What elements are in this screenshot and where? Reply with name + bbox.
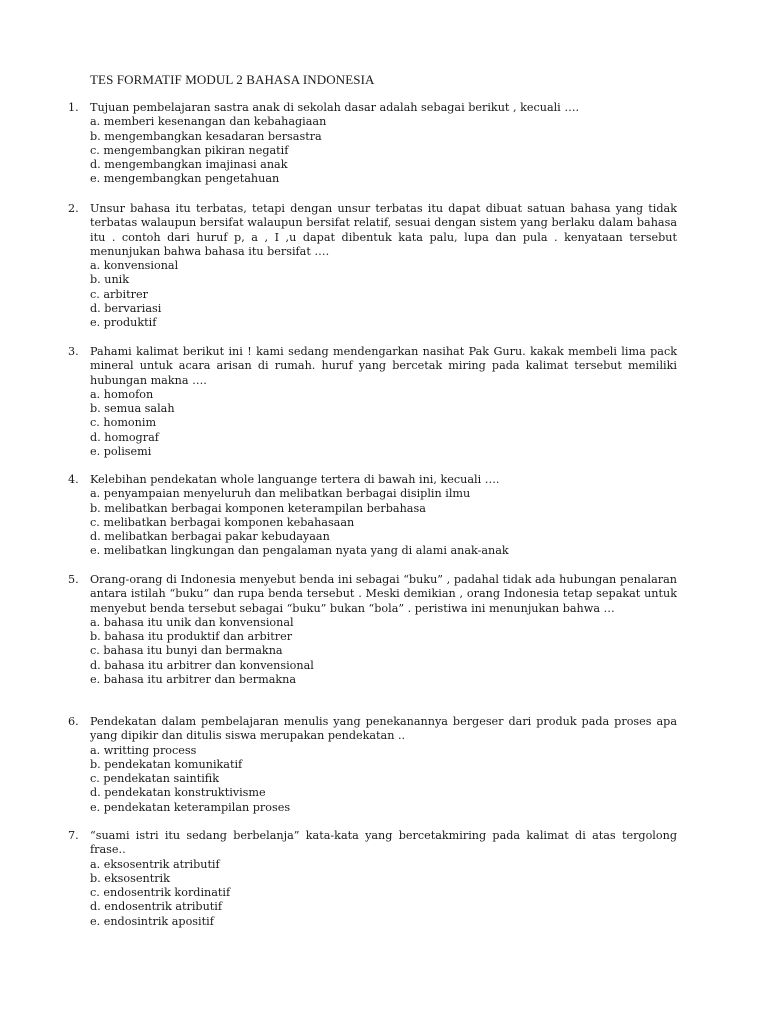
option-e: e. endosintrik apositif [90,914,214,928]
option-b: b. unik [90,273,130,287]
option-d: d. endosentrik atributif [90,900,222,914]
question-number: 7. [68,829,79,842]
option-d: d. homograf [90,430,159,444]
question-7 [68,829,677,929]
option-a: a. memberi kesenangan dan kebahagiaan [90,115,327,129]
option-c: c. melibatkan berbagai komponen kebahasaan [90,515,355,529]
question-number: 3. [68,345,79,358]
question-text: Kelebihan pendekatan whole languange tertera di bawah ini, kecuali …. [90,473,500,486]
option-e: e. produktif [90,316,157,330]
option-e: e. pendekatan keterampilan proses [90,800,291,814]
option-a: a. penyampaian menyeluruh dan melibatkan berbagai disiplin ilmu [90,487,471,501]
option-d: d. pendekatan konstruktivisme [90,786,266,800]
option-c: c. mengembangkan pikiran negatif [90,143,289,157]
option-c: c. arbitrer [90,287,148,301]
option-a: a. homofon [90,387,154,401]
question-5 [68,573,677,687]
question-number: 2. [68,202,79,215]
question-number: 6. [68,715,79,728]
option-a: a. konvensional [90,259,179,273]
question-number: 1. [68,101,79,114]
option-e: e. bahasa itu arbitrer dan bermakna [90,673,297,687]
option-d: d. bahasa itu arbitrer dan konvensional [90,658,314,672]
question-text: Tujuan pembelajaran sastra anak di sekolah dasar adalah sebagai berikut , kecuali …. [90,101,580,114]
question-text: “suami istri itu sedang berbelanja” kata-kata yang bercetakmiring pada kalimat di atas tergolong frase.. [90,829,677,857]
option-a: a. eksosentrik atributif [90,857,220,871]
option-d: d. bervariasi [90,302,162,316]
option-a: a. bahasa itu unik dan konvensional [90,615,294,629]
option-c: c. bahasa itu bunyi dan bermakna [90,644,283,658]
option-b: b. bahasa itu produktif dan arbitrer [90,630,293,644]
question-3 [68,345,677,459]
question-number: 4. [68,473,79,486]
option-e: e. melibatkan lingkungan dan pengalaman nyata yang di alami anak-anak [90,544,509,558]
question-6 [68,715,677,815]
option-e: e. mengembangkan pengetahuan [90,172,280,186]
option-b: b. eksosentrik [90,871,170,885]
question-1 [68,101,677,187]
page-title: TES FORMATIF MODUL 2 BAHASA INDONESIA [90,72,375,87]
question-2 [68,202,677,331]
question-text: Orang-orang di Indonesia menyebut benda ini sebagai “buku” , padahal tidak ada hubungan penalaran antara istilah “buku” dan rupa benda tersebut . Meski demikian , orang Indonesia tetap sepakat untuk menyebut benda tersebut sebagai “buku” bukan “bola” . peristiwa ini menunjukan bahwa … [90,573,677,615]
question-text: Pendekatan dalam pembelajaran menulis yang penekanannya bergeser dari produk pada proses apa yang dipikir dan ditulis siswa merupakan pendekatan .. [90,715,677,743]
option-c: c. homonim [90,416,157,430]
option-a: a. writting process [90,743,197,757]
question-text: Pahami kalimat berikut ini ! kami sedang mendengarkan nasihat Pak Guru. kakak membeli lima pack mineral untuk acara arisan di rumah. huruf yang bercetak miring pada kalimat tersebut memiliki hubungan makna …. [90,345,677,387]
option-b: b. semua salah [90,402,175,416]
question-text: Unsur bahasa itu terbatas, tetapi dengan unsur terbatas itu dapat dibuat satuan bahasa yang tidak terbatas walaupun bersifat walaupun bersifat relatif, sesuai dengan sistem yang berlaku dalam bahasa itu . contoh dari huruf p, a , I ,u dapat dibentuk kata palu, lupa dan pula . kenyataan tersebut menunjukan bahwa bahasa itu bersifat …. [90,202,677,258]
option-c: c. endosentrik kordinatif [90,886,231,900]
option-b: b. mengembangkan kesadaran bersastra [90,129,322,143]
option-c: c. pendekatan saintifik [90,772,220,786]
question-4 [68,473,677,559]
option-d: d. melibatkan berbagai pakar kebudayaan [90,530,330,544]
option-d: d. mengembangkan imajinasi anak [90,158,288,172]
option-b: b. melibatkan berbagai komponen keterampilan berbahasa [90,501,426,515]
question-number: 5. [68,573,79,586]
option-e: e. polisemi [90,445,152,459]
option-b: b. pendekatan komunikatif [90,757,243,771]
